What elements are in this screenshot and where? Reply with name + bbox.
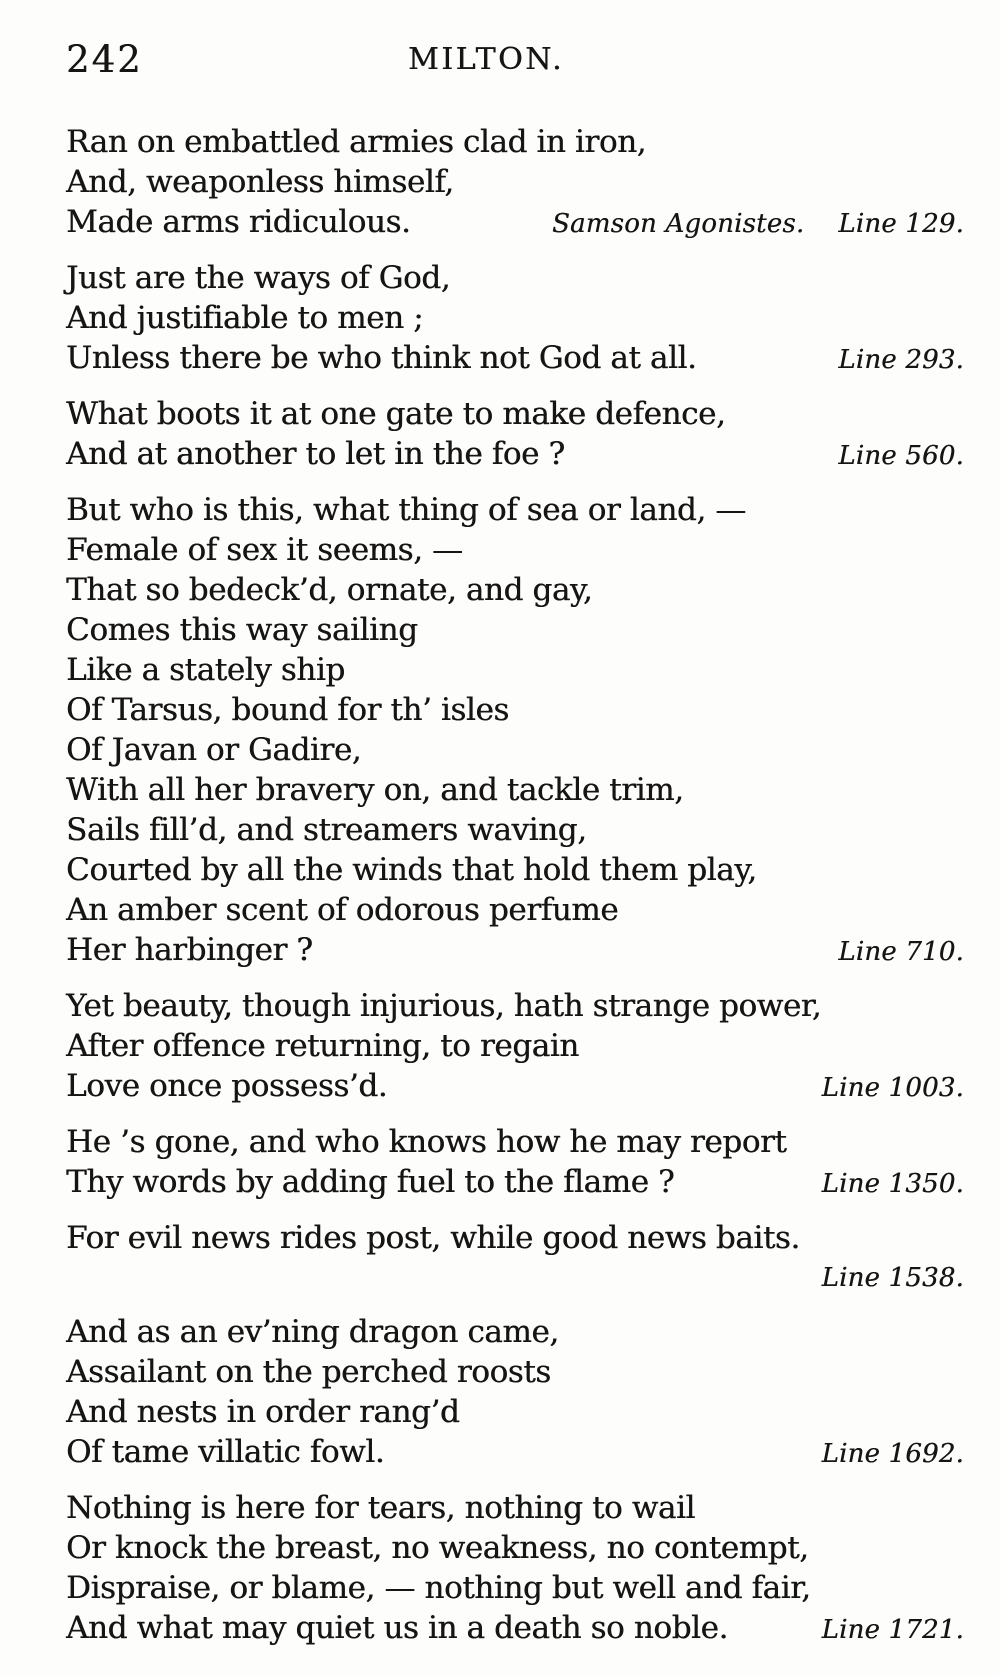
quote-line [66,122,964,162]
quote-block [66,1122,964,1204]
quote-line [66,298,964,338]
quote-citation [820,436,964,476]
quote-line-number: Line 129. [838,209,964,239]
quote-citation [804,1258,964,1298]
quote-line-text: Courted by all the winds that hold them play, [66,852,757,888]
quote-line [66,530,964,570]
quote-line-text: He ’s gone, and who knows how he may report [66,1124,787,1160]
quote-block [66,490,964,972]
quote-line [66,1218,964,1258]
quote-line-text: And at another to let in the foe ? [66,436,565,472]
quote-line [66,1122,964,1162]
quote-line-number: Line 1692. [821,1439,964,1469]
quote-line-text: Unless there be who think not God at all. [66,340,697,376]
quote-line-number: Line 1538. [821,1263,964,1293]
quote-line-text: With all her bravery on, and tackle trim, [66,772,684,808]
quote-line [66,1392,964,1432]
quote-line [66,1162,964,1204]
running-header: MILTON. [407,42,564,77]
quote-line-number: Line 1350. [821,1169,964,1199]
quote-line-text: What boots it at one gate to make defence, [66,396,726,432]
quote-block [66,1312,964,1474]
quote-line [66,202,964,244]
quote-line [66,650,964,690]
quote-line [66,1488,964,1528]
quote-line [66,770,964,810]
quote-line [66,690,964,730]
quote-line [66,1528,964,1568]
quote-line [66,162,964,202]
quote-line-text: And as an ev’ning dragon came, [66,1314,559,1350]
quote-citation [804,1068,964,1108]
quote-line-text: Thy words by adding fuel to the flame ? [66,1164,675,1200]
quote-line-text: Nothing is here for tears, nothing to wail [66,1490,695,1526]
quote-line-text: Female of sex it seems, — [66,532,463,568]
quote-line-text: Just are the ways of God, [66,260,451,296]
quote-line [66,930,964,972]
quote-line-number: Line 1003. [821,1073,964,1103]
quote-line [66,810,964,850]
quote-line [66,1608,964,1650]
quote-citation-row [66,1258,964,1298]
quote-line [66,730,964,770]
quote-line [66,570,964,610]
quote-line-text: Ran on embattled armies clad in iron, [66,124,647,160]
quote-line-text: Yet beauty, though injurious, hath strange power, [66,988,822,1024]
quote-line [66,338,964,380]
quote-line-text: Of tame villatic fowl. [66,1434,385,1470]
quote-line-text: And justifiable to men ; [66,300,424,336]
quote-block [66,986,964,1108]
quote-line [66,1432,964,1474]
quote-citation [804,1610,964,1650]
quotes-list [66,122,964,1650]
quote-line [66,1026,964,1066]
quote-line [66,258,964,298]
quote-line-text: Comes this way sailing [66,612,418,648]
page-number: 242 [66,38,143,81]
quote-line-text: Love once possess’d. [66,1068,388,1104]
quote-line-text: Or knock the breast, no weakness, no contempt, [66,1530,809,1566]
quote-line [66,986,964,1026]
quote-block [66,258,964,380]
quote-line [66,1066,964,1108]
quote-line-text: And what may quiet us in a death so noble. [66,1610,728,1646]
quote-line-text: Sails fill’d, and streamers waving, [66,812,587,848]
quote-line [66,610,964,650]
quote-citation [804,1434,964,1474]
quote-line-number: Line 1721. [821,1615,964,1645]
quote-line-text: Like a stately ship [66,652,345,688]
quote-block [66,1218,964,1298]
quote-line-text: Her harbinger ? [66,932,313,968]
quote-source: Samson Agonistes. [552,209,805,239]
quote-line-text: And nests in order rang’d [66,1394,460,1430]
quote-line [66,1312,964,1352]
quote-line-text: And, weaponless himself, [66,164,454,200]
quote-line-text: An amber scent of odorous perfume [66,892,619,928]
quote-line [66,1568,964,1608]
quote-line-text: That so bedeck’d, ornate, and gay, [66,572,593,608]
quote-line [66,434,964,476]
quote-line-text: But who is this, what thing of sea or land, — [66,492,746,528]
quote-citation [820,340,964,380]
quote-line-number: Line 710. [838,937,964,967]
quote-block [66,122,964,244]
quote-line-text: For evil news rides post, while good news baits. [66,1220,800,1256]
quote-line-text: After offence returning, to regain [66,1028,579,1064]
quote-line-text: Assailant on the perched roosts [66,1354,551,1390]
quote-line [66,394,964,434]
quote-block [66,394,964,476]
quote-line-text: Dispraise, or blame, — nothing but well and fair, [66,1570,811,1606]
quote-block [66,1488,964,1650]
quote-citation [804,1164,964,1204]
quote-citation [820,932,964,972]
quote-line [66,490,964,530]
quote-line-number: Line 293. [838,345,964,375]
quote-line-number: Line 560. [838,441,964,471]
page-header-row [66,38,964,84]
quote-line [66,890,964,930]
quote-line [66,1352,964,1392]
quote-line [66,850,964,890]
quote-line-text: Of Tarsus, bound for th’ isles [66,692,509,728]
quote-line-text: Made arms ridiculous. [66,204,411,240]
quote-citation [534,204,964,244]
quote-line-text: Of Javan or Gadire, [66,732,362,768]
